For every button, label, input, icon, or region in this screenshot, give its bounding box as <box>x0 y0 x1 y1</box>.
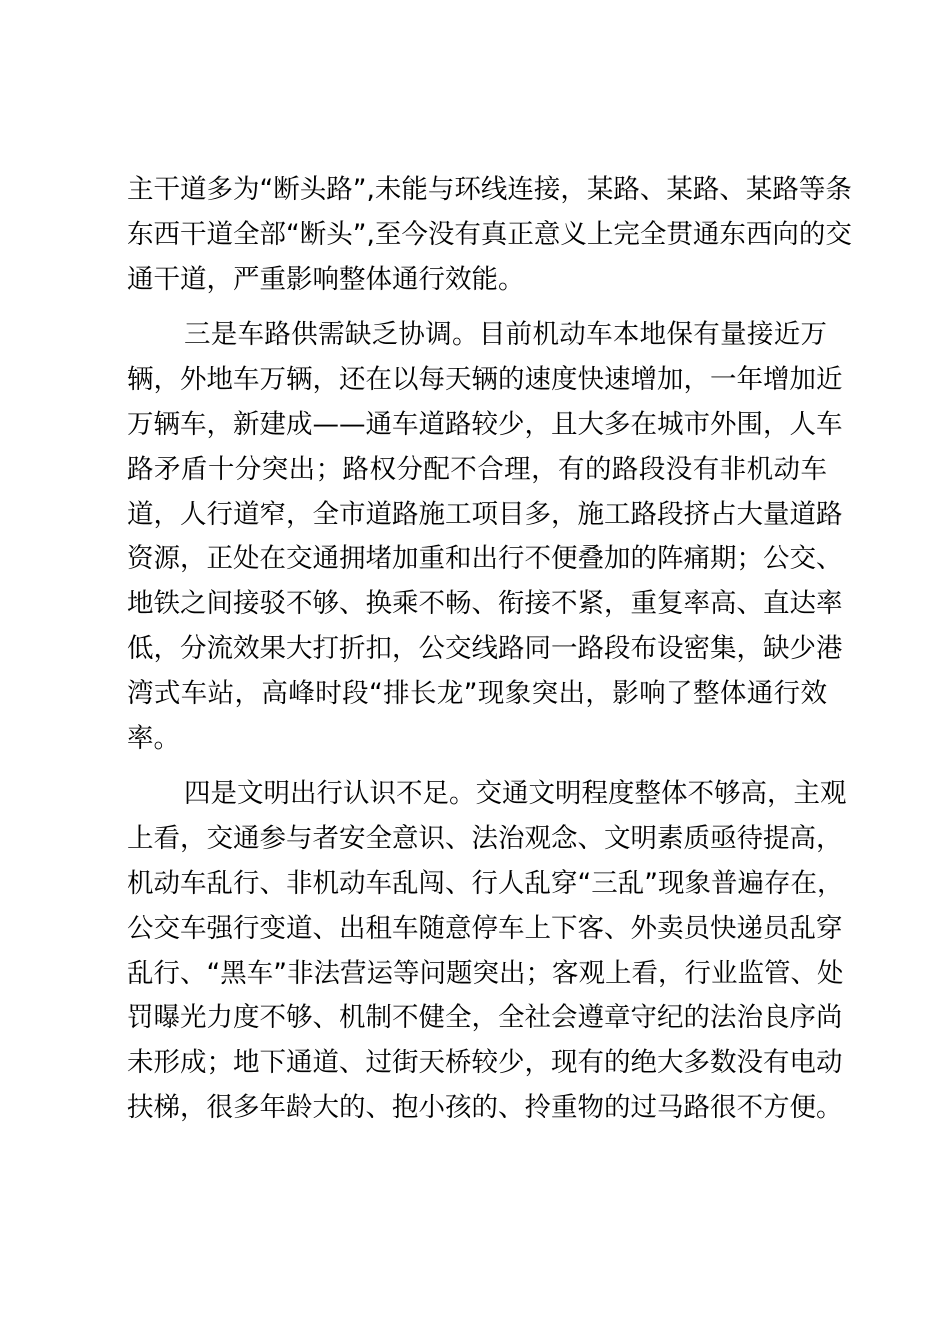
text-line: 扶梯，很多年龄大的、抱小孩的、拎重物的过马路很不方便。 <box>127 1091 843 1123</box>
text-line: 公交车强行变道、出租车随意停车上下客、外卖员快递员乱穿 <box>127 912 843 944</box>
text-line: 辆，外地车万辆，还在以每天辆的速度快速增加，一年增加近 <box>127 364 843 396</box>
paragraph-2 <box>127 313 843 761</box>
text-line: 低，分流效果大打折扣，公交线路同一路段布设密集，缺少港 <box>127 632 843 664</box>
paragraph-gap <box>127 302 827 313</box>
text-line: 四是文明出行认识不足。交通文明程度整体不够高，主观 <box>184 778 847 810</box>
text-line: 率。 <box>127 722 180 754</box>
text-line: 地铁之间接驳不够、换乘不畅、衔接不紧，重复率高、直达率 <box>127 588 843 620</box>
text-line: 主干道多为“断头路”,未能与环线连接，某路、某路、某路等条 <box>127 174 852 205</box>
text-line: 东西干道全部“断头”,至今没有真正意义上完全贯通东西向的交 <box>127 218 852 250</box>
text-line: 通干道，严重影响整体通行效能。 <box>127 263 525 295</box>
paragraph-gap <box>127 761 827 772</box>
text-line: 乱行、“黑车”非法营运等问题突出；客观上看，行业监管、处 <box>127 957 844 989</box>
text-line: 路矛盾十分突出；路权分配不合理，有的路段没有非机动车 <box>127 453 827 485</box>
text-line: 未形成；地下通道、过街天桥较少，现有的绝大多数没有电动 <box>127 1047 843 1079</box>
document-body <box>127 168 852 1131</box>
text-line: 上看，交通参与者安全意识、法治观念、文明素质亟待提高， <box>127 823 843 855</box>
text-line: 机动车乱行、非机动车乱闯、行人乱穿“三乱”现象普遍存在， <box>127 867 844 899</box>
text-line: 湾式车站，高峰时段“排长龙”现象突出，影响了整体通行效 <box>127 677 827 709</box>
text-line: 三是车路供需缺乏协调。目前机动车本地保有量接近万 <box>184 319 827 351</box>
paragraph-1 <box>127 168 852 302</box>
paragraph-3 <box>127 772 847 1130</box>
text-line: 资源，正处在交通拥堵加重和出行不便叠加的阵痛期；公交、 <box>127 543 843 575</box>
text-line: 万辆车，新建成——通车道路较少，且大多在城市外围，人车 <box>127 408 843 440</box>
text-line: 道，人行道窄，全市道路施工项目多，施工路段挤占大量道路 <box>127 498 843 530</box>
text-line: 罚曝光力度不够、机制不健全，全社会遵章守纪的法治良序尚 <box>127 1002 843 1034</box>
